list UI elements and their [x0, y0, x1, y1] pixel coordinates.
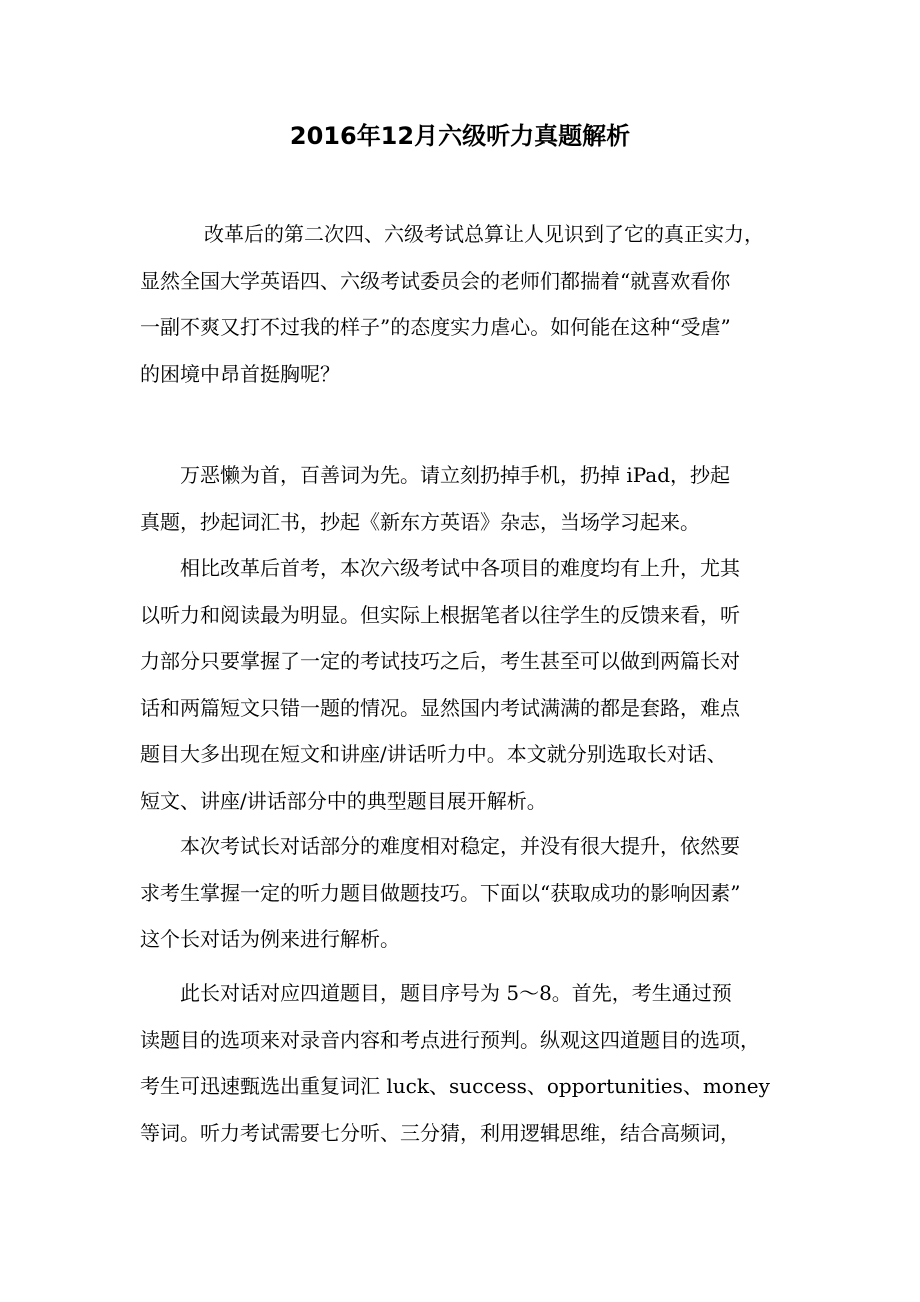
paragraph-difficulty: 相比改革后首考，本次六级考试中各项目的难度均有上升，尤其 以听力和阅读最为明显。但实际上根据笔者以往学生的反馈来看，听 力部分只要掌握了一定的考试技巧之后，考生甚至可以做到两篇长对 话和两篇短文只错一题的情况。显然国内考试满满的都是套路，难点 题目大多出现在短文和讲座/讲话听力中。本文就分别选取长对话、 短文、讲座/讲话部分中的典型题目展开解析。: [140, 556, 740, 813]
paragraph-question-analysis: 此长对话对应四道题目，题目序号为 5～8。首先，考生通过预 读题目的选项来对录音内容和考点进行预判。纵观这四道题目的选项， 考生可迅速甄选出重复词汇 luck、success、opportunities、money 等词。听力考试需要七分听、三分猜，利用逻辑思维，结合高频词，: [140, 981, 770, 1145]
paragraph-intro: 改革后的第二次四、六级考试总算让人见识到了它的真正实力， 显然全国大学英语四、六级考试委员会的老师们都揣着“就喜欢看你 一副不爽又打不过我的样子”的态度实力虐心。如何能在这种“受虐” 的困境中昂首挺胸呢？: [140, 222, 764, 386]
paragraph-long-dialogue: 本次考试长对话部分的难度相对稳定，并没有很大提升，依然要 求考生掌握一定的听力题目做题技巧。下面以“获取成功的影响因素” 这个长对话为例来进行解析。: [140, 834, 741, 951]
paragraph-advice: 万恶懒为首，百善词为先。请立刻扔掉手机，扔掉 iPad，抄起 真题，抄起词汇书，抄起《新东方英语》杂志，当场学习起来。: [140, 463, 731, 534]
document-title: 2016年12月六级听力真题解析: [289, 122, 631, 150]
